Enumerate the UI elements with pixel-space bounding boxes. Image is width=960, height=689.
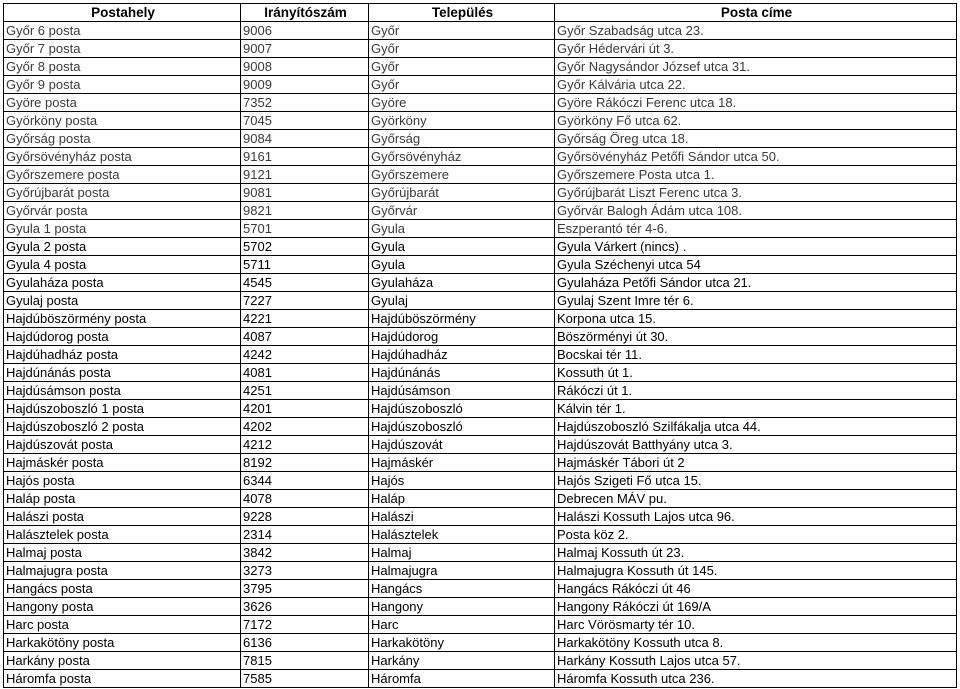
posta-cime-cell: Györe Rákóczi Ferenc utca 18. — [555, 94, 957, 112]
telepules-cell: Györe — [369, 94, 555, 112]
iranyitoszam-cell: 4221 — [241, 310, 369, 328]
postahely-cell: Győrszemere posta — [4, 166, 241, 184]
postahely-cell: Győr 8 posta — [4, 58, 241, 76]
postahely-cell: Hajmáskér posta — [4, 454, 241, 472]
posta-cime-cell: Bocskai tér 11. — [555, 346, 957, 364]
telepules-cell: Háromfa — [369, 670, 555, 688]
postahely-cell: Hangács posta — [4, 580, 241, 598]
iranyitoszam-cell: 4201 — [241, 400, 369, 418]
table-row — [4, 40, 957, 58]
iranyitoszam-cell: 7352 — [241, 94, 369, 112]
telepules-cell: Hajdúhadház — [369, 346, 555, 364]
posta-cime-cell: Halmaj Kossuth út 23. — [555, 544, 957, 562]
iranyitoszam-cell: 9081 — [241, 184, 369, 202]
table-row — [4, 454, 957, 472]
iranyitoszam-cell: 7585 — [241, 670, 369, 688]
posta-cime-cell: Böszörményi út 30. — [555, 328, 957, 346]
posta-cime-cell: Győr Nagysándor József utca 31. — [555, 58, 957, 76]
table-row — [4, 94, 957, 112]
table-row — [4, 292, 957, 310]
telepules-cell: Győrság — [369, 130, 555, 148]
posta-cime-cell: Győr Hédervári út 3. — [555, 40, 957, 58]
telepules-cell: Győrújbarát — [369, 184, 555, 202]
iranyitoszam-cell: 9228 — [241, 508, 369, 526]
table-row — [4, 130, 957, 148]
iranyitoszam-cell: 5711 — [241, 256, 369, 274]
posta-cime-cell: Hajdúszovát Batthyány utca 3. — [555, 436, 957, 454]
telepules-cell: Hajós — [369, 472, 555, 490]
iranyitoszam-cell: 2314 — [241, 526, 369, 544]
telepules-cell: Győrsövényház — [369, 148, 555, 166]
posta-cime-cell: Harkány Kossuth Lajos utca 57. — [555, 652, 957, 670]
posta-cime-cell: Győrsövényház Petőfi Sándor utca 50. — [555, 148, 957, 166]
iranyitoszam-cell: 5702 — [241, 238, 369, 256]
table-row — [4, 274, 957, 292]
table-row — [4, 652, 957, 670]
posta-cime-cell: Halászi Kossuth Lajos utca 96. — [555, 508, 957, 526]
posta-cime-cell: Gyulaháza Petőfi Sándor utca 21. — [555, 274, 957, 292]
telepules-cell: Hangács — [369, 580, 555, 598]
postahely-cell: Hajós posta — [4, 472, 241, 490]
posta-cime-cell: Gyula Széchenyi utca 54 — [555, 256, 957, 274]
posta-cime-cell: Debrecen MÁV pu. — [555, 490, 957, 508]
posta-cime-cell: Harkakötöny Kossuth utca 8. — [555, 634, 957, 652]
table-row — [4, 310, 957, 328]
postahely-cell: Győrsövényház posta — [4, 148, 241, 166]
iranyitoszam-cell: 6344 — [241, 472, 369, 490]
telepules-cell: Gyula — [369, 256, 555, 274]
table-row — [4, 490, 957, 508]
table-row — [4, 364, 957, 382]
iranyitoszam-cell: 3273 — [241, 562, 369, 580]
telepules-cell: Harc — [369, 616, 555, 634]
posta-cime-cell: Győrság Öreg utca 18. — [555, 130, 957, 148]
telepules-cell: Harkány — [369, 652, 555, 670]
table-row — [4, 328, 957, 346]
postahely-cell: Gyula 1 posta — [4, 220, 241, 238]
postahely-cell: Gyulaj posta — [4, 292, 241, 310]
postahely-cell: Győr 6 posta — [4, 22, 241, 40]
table-row — [4, 238, 957, 256]
table-row — [4, 544, 957, 562]
telepules-cell: Halászi — [369, 508, 555, 526]
header-row — [4, 4, 957, 22]
telepules-cell: Hajdúszoboszló — [369, 400, 555, 418]
postahely-cell: Hajdúszovát posta — [4, 436, 241, 454]
telepules-cell: Halásztelek — [369, 526, 555, 544]
postahely-cell: Hajdúhadház posta — [4, 346, 241, 364]
post-office-table — [3, 3, 957, 688]
table-row — [4, 562, 957, 580]
postahely-cell: Gyula 4 posta — [4, 256, 241, 274]
posta-cime-cell: Háromfa Kossuth utca 236. — [555, 670, 957, 688]
postahely-cell: Halmaj posta — [4, 544, 241, 562]
telepules-cell: Hajdúdorog — [369, 328, 555, 346]
telepules-cell: Gyulaj — [369, 292, 555, 310]
header-telepules: Település — [369, 4, 555, 22]
posta-cime-cell: Győr Kálvária utca 22. — [555, 76, 957, 94]
posta-cime-cell: Hajmáskér Tábori út 2 — [555, 454, 957, 472]
postahely-cell: Halászi posta — [4, 508, 241, 526]
iranyitoszam-cell: 4545 — [241, 274, 369, 292]
iranyitoszam-cell: 3795 — [241, 580, 369, 598]
posta-cime-cell: Rákóczi út 1. — [555, 382, 957, 400]
table-row — [4, 508, 957, 526]
table-row — [4, 166, 957, 184]
telepules-cell: Halmaj — [369, 544, 555, 562]
iranyitoszam-cell: 4242 — [241, 346, 369, 364]
posta-cime-cell: Győrújbarát Liszt Ferenc utca 3. — [555, 184, 957, 202]
iranyitoszam-cell: 4202 — [241, 418, 369, 436]
table-row — [4, 418, 957, 436]
postahely-cell: Harkány posta — [4, 652, 241, 670]
posta-cime-cell: Győrvár Balogh Ádám utca 108. — [555, 202, 957, 220]
iranyitoszam-cell: 9006 — [241, 22, 369, 40]
telepules-cell: Győr — [369, 76, 555, 94]
iranyitoszam-cell: 9007 — [241, 40, 369, 58]
postahely-cell: Györe posta — [4, 94, 241, 112]
postahely-cell: Halmajugra posta — [4, 562, 241, 580]
iranyitoszam-cell: 6136 — [241, 634, 369, 652]
posta-cime-cell: Harc Vörösmarty tér 10. — [555, 616, 957, 634]
telepules-cell: Halmajugra — [369, 562, 555, 580]
table-row — [4, 58, 957, 76]
postahely-cell: Halásztelek posta — [4, 526, 241, 544]
posta-cime-cell: Hajós Szigeti Fő utca 15. — [555, 472, 957, 490]
postahely-cell: Hajdúszoboszló 1 posta — [4, 400, 241, 418]
postahely-cell: Hajdúsámson posta — [4, 382, 241, 400]
header-iranyitoszam: Irányítószám — [241, 4, 369, 22]
table-row — [4, 220, 957, 238]
postahely-cell: Hajdúnánás posta — [4, 364, 241, 382]
postahely-cell: Györköny posta — [4, 112, 241, 130]
header-postahely: Postahely — [4, 4, 241, 22]
postahely-cell: Győrság posta — [4, 130, 241, 148]
posta-cime-cell: Eszperantó tér 4-6. — [555, 220, 957, 238]
telepules-cell: Hajdúsámson — [369, 382, 555, 400]
table-row — [4, 112, 957, 130]
iranyitoszam-cell: 9084 — [241, 130, 369, 148]
iranyitoszam-cell: 9821 — [241, 202, 369, 220]
table-row — [4, 22, 957, 40]
telepules-cell: Hajmáskér — [369, 454, 555, 472]
postahely-cell: Harc posta — [4, 616, 241, 634]
posta-cime-cell: Gyula Várkert (nincs) . — [555, 238, 957, 256]
telepules-cell: Hangony — [369, 598, 555, 616]
posta-cime-cell: Korpona utca 15. — [555, 310, 957, 328]
postahely-cell: Gyulaháza posta — [4, 274, 241, 292]
iranyitoszam-cell: 3842 — [241, 544, 369, 562]
table-body — [4, 22, 957, 688]
postahely-cell: Győrújbarát posta — [4, 184, 241, 202]
posta-cime-cell: Kossuth út 1. — [555, 364, 957, 382]
iranyitoszam-cell: 4081 — [241, 364, 369, 382]
table-header — [4, 4, 957, 22]
postahely-cell: Hangony posta — [4, 598, 241, 616]
telepules-cell: Győrvár — [369, 202, 555, 220]
postahely-cell: Győrvár posta — [4, 202, 241, 220]
iranyitoszam-cell: 8192 — [241, 454, 369, 472]
iranyitoszam-cell: 4212 — [241, 436, 369, 454]
iranyitoszam-cell: 9121 — [241, 166, 369, 184]
telepules-cell: Hajdúszoboszló — [369, 418, 555, 436]
telepules-cell: Győr — [369, 40, 555, 58]
postahely-cell: Hajdúszoboszló 2 posta — [4, 418, 241, 436]
posta-cime-cell: Kálvin tér 1. — [555, 400, 957, 418]
telepules-cell: Győr — [369, 58, 555, 76]
table-row — [4, 400, 957, 418]
posta-cime-cell: Győrszemere Posta utca 1. — [555, 166, 957, 184]
table-row — [4, 256, 957, 274]
iranyitoszam-cell: 7045 — [241, 112, 369, 130]
iranyitoszam-cell: 7172 — [241, 616, 369, 634]
posta-cime-cell: Győr Szabadság utca 23. — [555, 22, 957, 40]
telepules-cell: Gyula — [369, 238, 555, 256]
iranyitoszam-cell: 4087 — [241, 328, 369, 346]
postahely-cell: Hajdúböszörmény posta — [4, 310, 241, 328]
telepules-cell: Haláp — [369, 490, 555, 508]
postahely-cell: Háromfa posta — [4, 670, 241, 688]
telepules-cell: Györköny — [369, 112, 555, 130]
table-row — [4, 436, 957, 454]
table-row — [4, 580, 957, 598]
table-row — [4, 148, 957, 166]
table-row — [4, 382, 957, 400]
telepules-cell: Hajdúnánás — [369, 364, 555, 382]
iranyitoszam-cell: 5701 — [241, 220, 369, 238]
iranyitoszam-cell: 7815 — [241, 652, 369, 670]
posta-cime-cell: Hangony Rákóczi út 169/A — [555, 598, 957, 616]
telepules-cell: Harkakötöny — [369, 634, 555, 652]
table-row — [4, 634, 957, 652]
iranyitoszam-cell: 7227 — [241, 292, 369, 310]
posta-cime-cell: Hangács Rákóczi út 46 — [555, 580, 957, 598]
header-posta-cime: Posta címe — [555, 4, 957, 22]
table-row — [4, 202, 957, 220]
iranyitoszam-cell: 3626 — [241, 598, 369, 616]
posta-cime-cell: Gyulaj Szent Imre tér 6. — [555, 292, 957, 310]
telepules-cell: Győr — [369, 22, 555, 40]
postahely-cell: Haláp posta — [4, 490, 241, 508]
posta-cime-cell: Posta köz 2. — [555, 526, 957, 544]
table-row — [4, 670, 957, 688]
posta-cime-cell: Hajdúszoboszló Szilfákalja utca 44. — [555, 418, 957, 436]
telepules-cell: Hajdúszovát — [369, 436, 555, 454]
postahely-cell: Győr 7 posta — [4, 40, 241, 58]
posta-cime-cell: Halmajugra Kossuth út 145. — [555, 562, 957, 580]
posta-cime-cell: Györköny Fő utca 62. — [555, 112, 957, 130]
telepules-cell: Gyulaháza — [369, 274, 555, 292]
postahely-cell: Hajdúdorog posta — [4, 328, 241, 346]
postahely-cell: Győr 9 posta — [4, 76, 241, 94]
iranyitoszam-cell: 9009 — [241, 76, 369, 94]
iranyitoszam-cell: 4251 — [241, 382, 369, 400]
table-row — [4, 598, 957, 616]
telepules-cell: Gyula — [369, 220, 555, 238]
table-row — [4, 184, 957, 202]
iranyitoszam-cell: 9161 — [241, 148, 369, 166]
table-row — [4, 526, 957, 544]
iranyitoszam-cell: 4078 — [241, 490, 369, 508]
table-row — [4, 616, 957, 634]
postahely-cell: Harkakötöny posta — [4, 634, 241, 652]
iranyitoszam-cell: 9008 — [241, 58, 369, 76]
table-row — [4, 472, 957, 490]
telepules-cell: Hajdúböszörmény — [369, 310, 555, 328]
telepules-cell: Győrszemere — [369, 166, 555, 184]
table-row — [4, 346, 957, 364]
table-row — [4, 76, 957, 94]
postahely-cell: Gyula 2 posta — [4, 238, 241, 256]
